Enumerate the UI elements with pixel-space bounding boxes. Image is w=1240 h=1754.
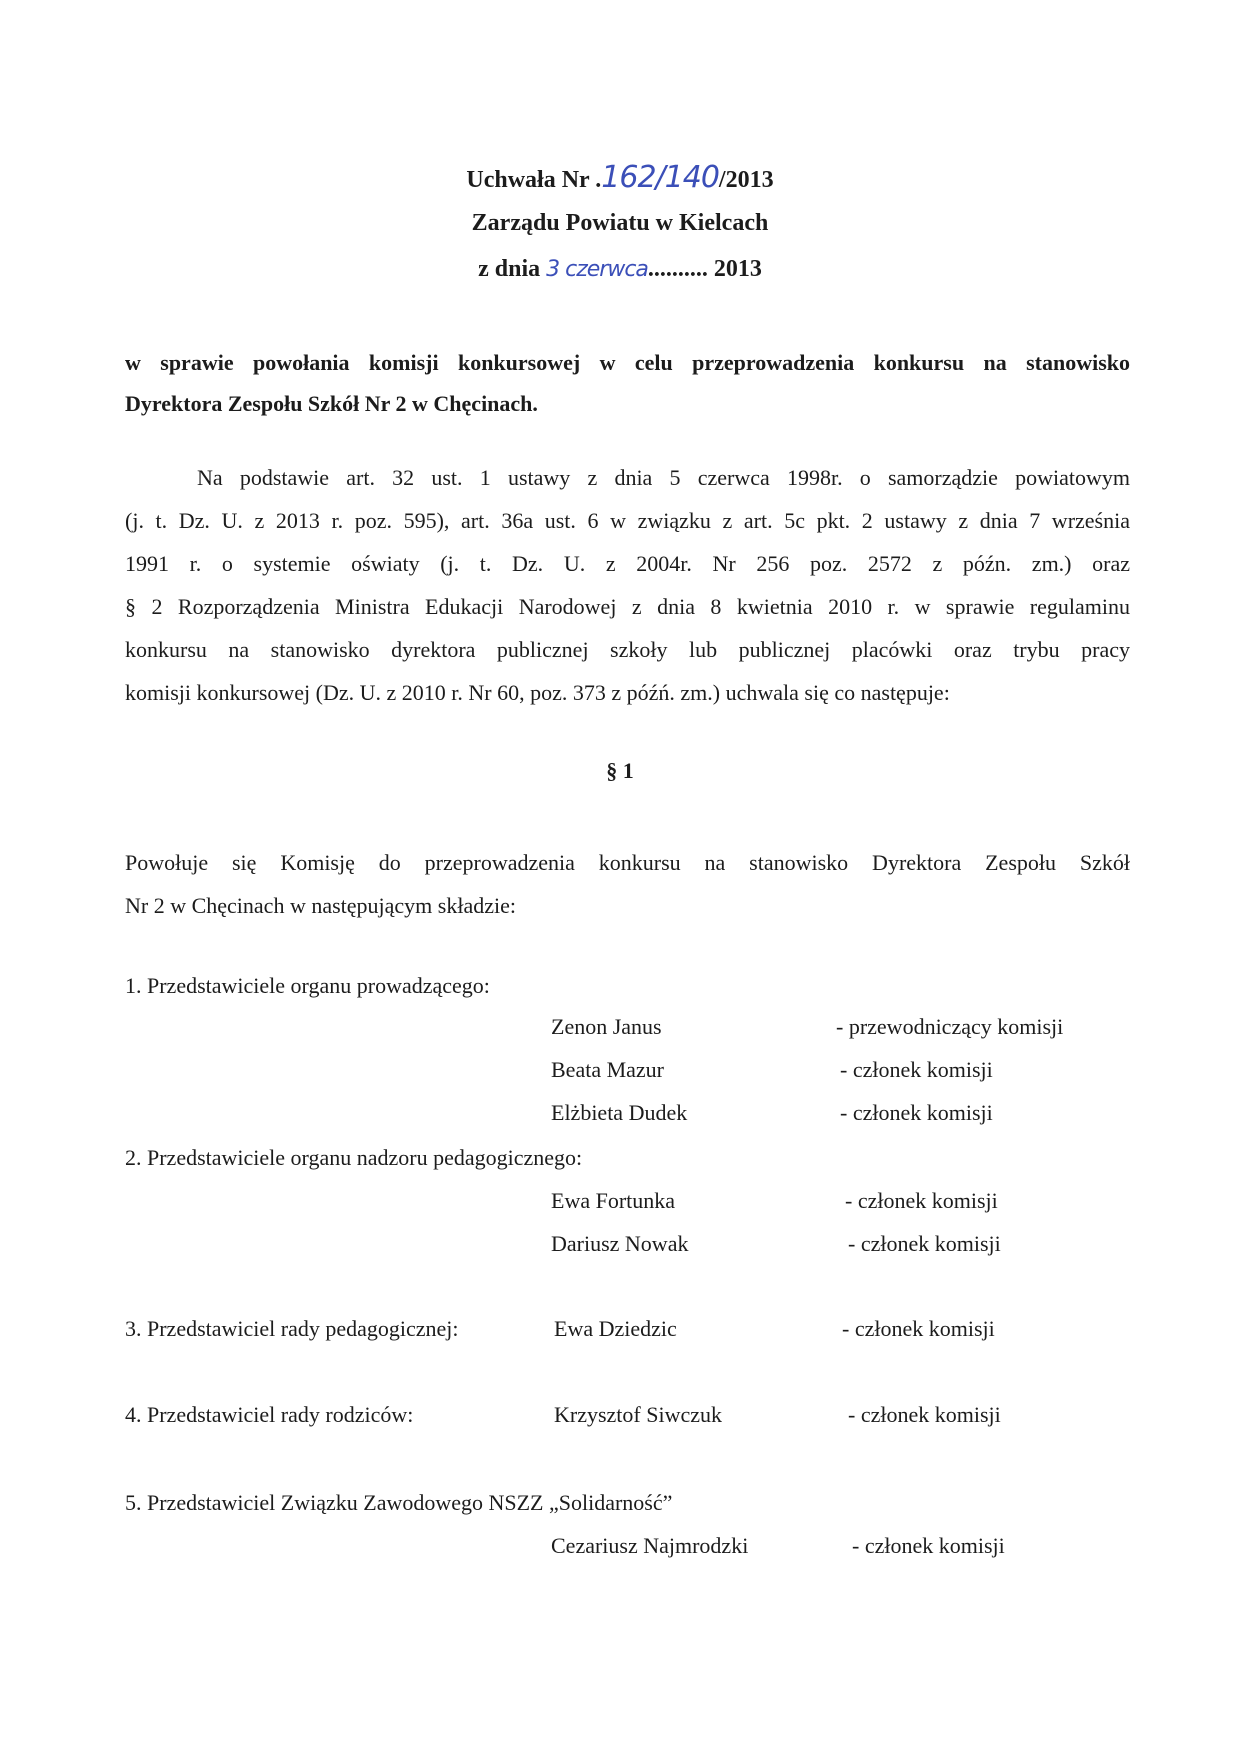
intro-line-1: Powołuje się Komisję do przeprowadzenia konkursu na stanowisko Dyrektora Zespołu Szkół (125, 850, 1130, 875)
date-year: 2013 (713, 256, 762, 282)
commission-intro (125, 841, 1130, 927)
basis-line-6: komisji konkursowej (Dz. U. z 2010 r. Nr 60, poz. 373 z późń. zm.) uchwala się co następuje: (125, 680, 950, 705)
member-name: Dariusz Nowak (551, 1231, 689, 1256)
member-role: - członek komisji (852, 1533, 1005, 1558)
date-dots: .......... (647, 256, 708, 282)
handwritten-date: 3 czerwca (546, 257, 648, 282)
subject-line-2: Dyrektora Zespołu Szkół Nr 2 w Chęcinach. (125, 391, 538, 416)
group-heading-5: 5. Przedstawiciel Związku Zawodowego NSZZ „Solidarność” (125, 1490, 673, 1515)
section-marker: § 1 (606, 758, 634, 783)
date-prefix: z dnia (478, 256, 541, 282)
issuing-body: Zarządu Powiatu w Kielcach (471, 210, 769, 236)
member-name: Zenon Janus (551, 1014, 662, 1039)
resolution-date (0, 256, 1240, 283)
group-heading-2: 2. Przedstawiciele organu nadzoru pedagogicznego: (125, 1145, 583, 1170)
basis-line-3: 1991 r. o systemie oświaty (j. t. Dz. U. z 2004r. Nr 256 poz. 2572 z późn. zm.) oraz (125, 551, 1130, 576)
member-role: - członek komisji (848, 1231, 1001, 1256)
group-heading-1: 1. Przedstawiciele organu prowadzącego: (125, 973, 490, 998)
member-role: - członek komisji (842, 1316, 995, 1341)
member-role: - członek komisji (840, 1100, 993, 1125)
handwritten-number: 162/140 (601, 160, 719, 195)
member-role: - członek komisji (848, 1402, 1001, 1427)
member-name: Beata Mazur (551, 1057, 664, 1082)
member-role: - przewodniczący komisji (836, 1014, 1064, 1039)
basis-line-4: § 2 Rozporządzenia Ministra Edukacji Narodowej z dnia 8 kwietnia 2010 r. w sprawie regulaminu (125, 594, 1130, 619)
member-name: Krzysztof Siwczuk (554, 1402, 723, 1427)
resolution-subject (125, 342, 1130, 424)
group-heading-4: 4. Przedstawiciel rady rodziców: (125, 1402, 414, 1427)
legal-basis-paragraph (125, 456, 1130, 714)
subject-line-1: w sprawie powołania komisji konkursowej w celu przeprowadzenia konkursu na stanowisko (125, 350, 1130, 375)
group-heading-3: 3. Przedstawiciel rady pedagogicznej: (125, 1316, 459, 1341)
basis-line-5: konkursu na stanowisko dyrektora publicznej szkoły lub publicznej placówki oraz trybu pracy (125, 637, 1130, 662)
member-name: Cezariusz Najmrodzki (551, 1533, 749, 1558)
resolution-title (0, 160, 1240, 195)
member-name: Elżbieta Dudek (551, 1100, 688, 1125)
member-role: - członek komisji (845, 1188, 998, 1213)
basis-line-2: (j. t. Dz. U. z 2013 r. poz. 595), art. 36a ust. 6 w związku z art. 5c pkt. 2 ustawy z dnia 7 września (125, 508, 1130, 533)
title-prefix: Uchwała Nr (466, 167, 590, 193)
basis-line-1: Na podstawie art. 32 ust. 1 ustawy z dnia 5 czerwca 1998r. o samorządzie powiatowym (197, 465, 1130, 490)
title-suffix: /2013 (718, 167, 774, 193)
member-name: Ewa Fortunka (551, 1188, 676, 1213)
member-name: Ewa Dziedzic (554, 1316, 677, 1341)
title-dots: . (595, 167, 602, 193)
member-role: - członek komisji (840, 1057, 993, 1082)
intro-line-2: Nr 2 w Chęcinach w następującym składzie: (125, 893, 516, 918)
